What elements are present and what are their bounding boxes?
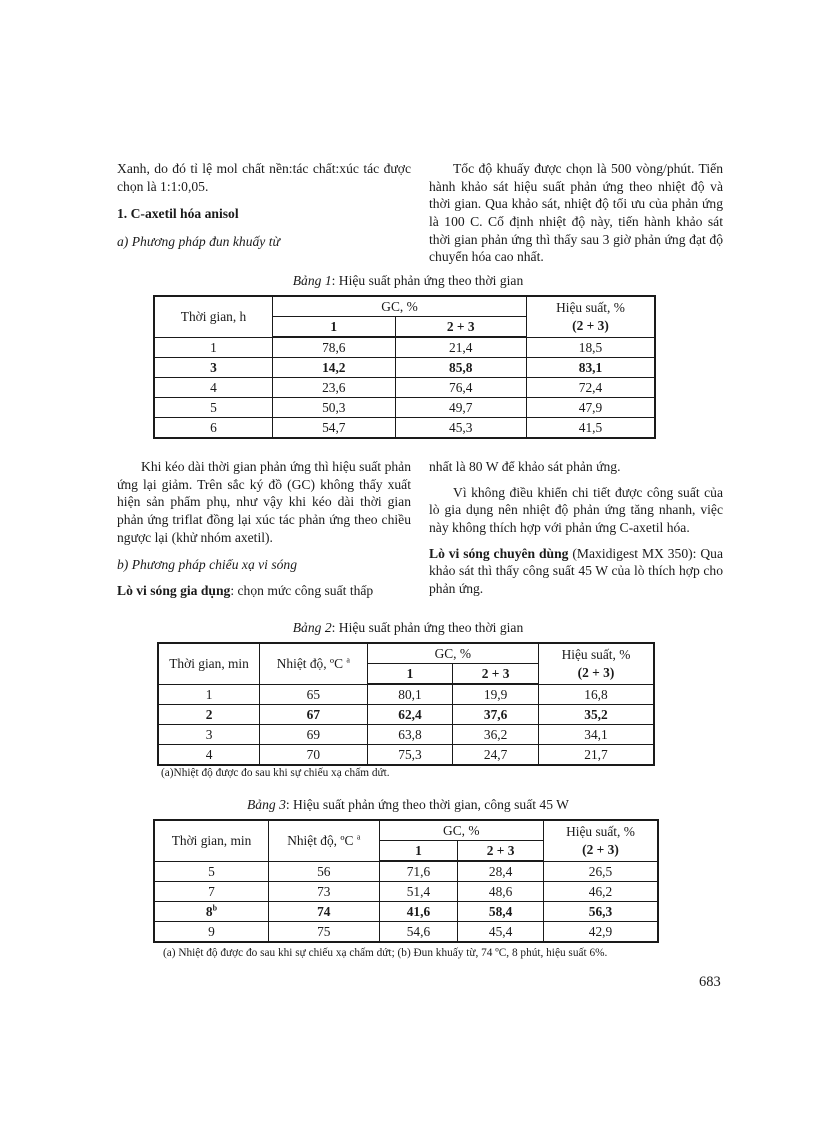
table-row: 9 75 54,6 45,4 42,9 bbox=[154, 922, 658, 943]
table-row: 4 23,6 76,4 72,4 bbox=[154, 378, 655, 398]
table1 bbox=[153, 295, 656, 439]
header-temperature: Nhiệt độ, ºC $^a$ bbox=[260, 643, 368, 684]
header-compound-2-3: 2 + 3 bbox=[395, 317, 526, 338]
header-compound-1: 1 bbox=[273, 317, 396, 338]
table2-footnote: (a)Nhiệt độ được đo sau khi sự chiếu xạ chấm dứt. bbox=[161, 767, 390, 779]
table2 bbox=[157, 642, 655, 766]
header-temperature: Nhiệt độ, ºC $^a$ bbox=[269, 820, 380, 861]
subsection-heading: a) Phương pháp đun khuấy từ bbox=[117, 234, 280, 250]
table-row: 3 14,2 85,8 83,1 bbox=[154, 358, 655, 378]
table-row: 7 73 51,4 48,6 46,2 bbox=[154, 882, 658, 902]
right-column-mid bbox=[429, 458, 723, 598]
header-compound-2-3: 2 + 3 bbox=[458, 841, 544, 862]
table3-caption: Bảng 3: Hiệu suất phản ứng theo thời gian, công suất 45 W bbox=[246, 797, 569, 812]
header-time: Thời gian, min bbox=[158, 643, 260, 684]
header-compound-1: 1 bbox=[367, 664, 453, 685]
paragraph: Tốc độ khuấy được chọn là 500 vòng/phút. Tiến hành khảo sát hiệu suất phản ứng theo nhiệt độ và thời gian. Qua khảo sát, nhiệt độ tối ưu của phản ứng là 100 C. Cố định nhiệt độ này, tiến hành khảo sát thời gian phản ứng thì thấy sau 3 giờ phản ứng đạt độ chuyển hóa cao nhất. bbox=[429, 161, 723, 265]
table-row: 5 56 71,6 28,4 26,5 bbox=[154, 861, 658, 882]
table2-caption: Bảng 2: Hiệu suất phản ứng theo thời gian bbox=[292, 620, 524, 635]
section-heading: 1. C-axetil hóa anisol bbox=[117, 206, 239, 222]
page-number: 683 bbox=[699, 974, 721, 990]
paragraph: Lò vi sóng gia dụng: chọn mức công suất thấp bbox=[117, 583, 374, 599]
table3-footnote: (a) Nhiệt độ được đo sau khi sự chiếu xạ chấm dứt; (b) Đun khuấy từ, 74 ºC, 8 phút, hiệu suất 6%. bbox=[163, 947, 608, 959]
table-row: 1 78,6 21,4 18,5 bbox=[154, 337, 655, 358]
header-compound-1: 1 bbox=[379, 841, 458, 862]
paragraph: Xanh, do đó tỉ lệ mol chất nền:tác chất:xúc tác được chọn là 1:1:0,05. bbox=[117, 161, 411, 194]
header-time: Thời gian, min bbox=[154, 820, 269, 861]
header-time: Thời gian, h bbox=[154, 296, 273, 337]
table-row: 3 69 63,8 36,2 34,1 bbox=[158, 725, 654, 745]
right-column-top bbox=[429, 160, 723, 266]
header-yield: Hiệu suất, % (2 + 3) bbox=[543, 820, 658, 861]
table-row: 1 65 80,1 19,9 16,8 bbox=[158, 684, 654, 705]
table-row: 4 70 75,3 24,7 21,7 bbox=[158, 745, 654, 766]
paragraph: nhất là 80 W để khảo sát phản ứng. bbox=[429, 459, 621, 474]
header-gc: GC, % bbox=[273, 296, 527, 317]
paragraph: Lò vi sóng chuyên dùng (Maxidigest MX 350): Qua khảo sát thì thấy công suất 45 W của lò thích hợp cho phản ứng. bbox=[429, 545, 723, 597]
header-compound-2-3: 2 + 3 bbox=[453, 664, 539, 685]
table-row: 2 67 62,4 37,6 35,2 bbox=[158, 705, 654, 725]
table-row: 5 50,3 49,7 47,9 bbox=[154, 398, 655, 418]
header-yield: Hiệu suất, % (2 + 3) bbox=[526, 296, 655, 337]
left-column-top bbox=[117, 160, 411, 251]
table1-caption: Bảng 1: Hiệu suất phản ứng theo thời gian bbox=[292, 273, 524, 288]
table-row: 8$^b$ 74 41,6 58,4 56,3 bbox=[154, 902, 658, 922]
header-gc: GC, % bbox=[379, 820, 543, 841]
subsection-heading: b) Phương pháp chiếu xạ vi sóng bbox=[117, 557, 298, 573]
header-yield: Hiệu suất, % (2 + 3) bbox=[538, 643, 654, 684]
left-column-mid bbox=[117, 458, 411, 600]
paragraph: Khi kéo dài thời gian phản ứng thì hiệu suất phản ứng lại giảm. Trên sắc ký đồ (GC) không thấy xuất hiện sản phẩm phụ, như vậy khi kéo dài thời gian phản ứng triflat đồng lại xúc tác phản ứng theo chiều ngược lại (khử nhóm axetil). bbox=[117, 459, 411, 545]
header-gc: GC, % bbox=[367, 643, 538, 664]
paragraph: Vì không điều khiển chi tiết được công suất của lò gia dụng nên nhiệt độ phản ứng tăng nhanh, việc này không thích hợp với phản ứng C-axetil hóa. bbox=[429, 484, 723, 536]
table-row: 6 54,7 45,3 41,5 bbox=[154, 418, 655, 439]
table3 bbox=[153, 819, 659, 943]
